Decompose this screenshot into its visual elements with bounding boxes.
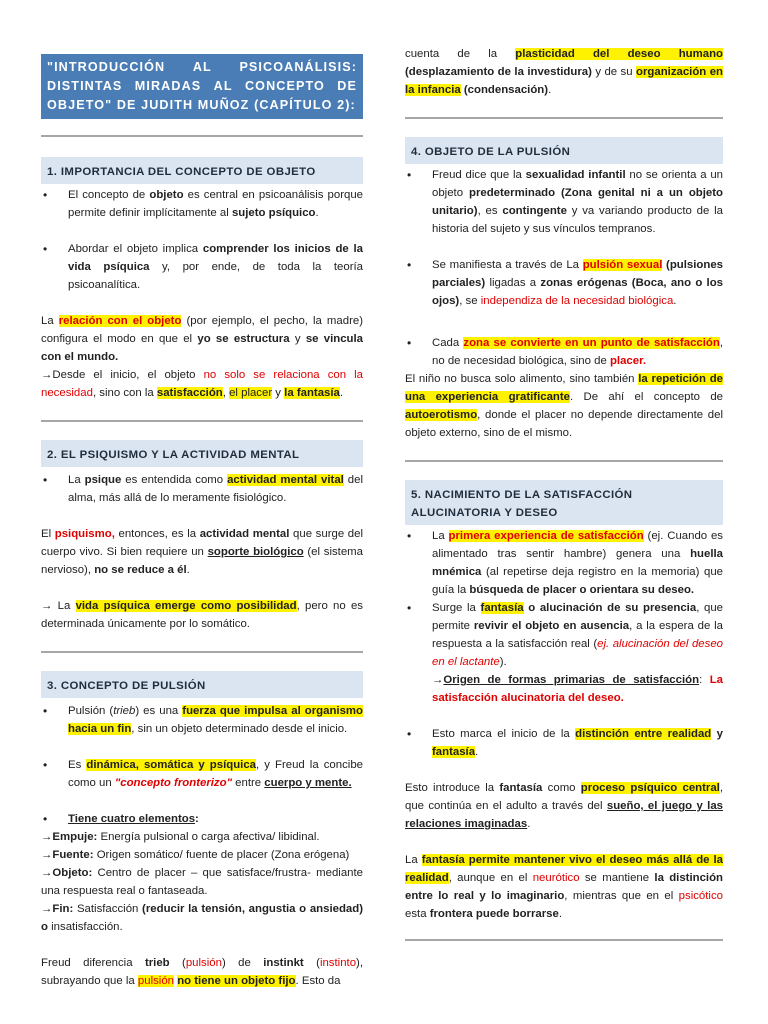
section-2-heading: 2. EL PSIQUISMO Y LA ACTIVIDAD MENTAL — [41, 440, 363, 467]
text-run: Es — [68, 759, 87, 771]
text-run: , no de necesidad biológica, sino de — [432, 337, 723, 367]
text-run: no solo se relaciona con la necesidad — [41, 369, 363, 399]
section-1-bullet — [41, 240, 363, 294]
section-3-bullet — [41, 756, 363, 792]
text-run: ) es una — [135, 705, 183, 717]
text-run: (ej. Cuando es alimentado tras sentir hambre) genera una — [432, 530, 724, 560]
text-run: El — [41, 528, 55, 540]
pulsion-element — [41, 864, 363, 900]
bullet-text — [68, 474, 363, 504]
text-run: y, por ende, de toda la teoría psicoanalítica. — [68, 261, 363, 291]
divider — [405, 460, 723, 462]
bullet-icon: • — [43, 758, 48, 772]
text-run: Freud diferencia — [41, 957, 145, 969]
bullet-text — [68, 813, 199, 825]
bullet-text — [68, 243, 363, 291]
text-run: (el sistema nervioso), — [41, 546, 363, 576]
divider — [41, 135, 363, 137]
section-4-heading: 4. OBJETO DE LA PULSIÓN — [405, 137, 723, 164]
text-run: (reducir la tensión, angustia o ansiedad) o — [41, 903, 363, 933]
text-run: . — [186, 564, 190, 576]
text-run: (al repetirse deja registro en la memoria) que guía la — [432, 566, 723, 596]
text-run: ligadas a — [485, 277, 541, 289]
text-run: zonas erógenas (Boca, ano o los ojos) — [432, 277, 723, 307]
text-run: cuenta de la — [405, 48, 516, 60]
text-run: distinción entre realidad — [575, 728, 712, 740]
text-run: independiza de la necesidad biológica — [480, 295, 674, 307]
text-run: plasticidad del deseo humano — [515, 48, 723, 60]
text-run: fantasía permite mantener vivo el deseo más allá de la realidad — [405, 854, 723, 884]
text-run: fantasía — [432, 746, 476, 758]
text-run: que surge del cuerpo vivo. Si bien requiere un — [41, 528, 363, 558]
text-run: , mientras que en el — [564, 890, 679, 902]
text-run: . — [548, 84, 552, 96]
text-run: ), subrayando que la — [41, 957, 363, 987]
right-column — [405, 0, 723, 941]
bullet-text — [68, 189, 363, 219]
text-run: Freud dice que la — [432, 169, 526, 181]
bullet-text — [432, 169, 723, 235]
text-run: , y Freud la concibe como un — [68, 759, 363, 789]
left-column — [41, 0, 363, 990]
text-run: pulsión — [137, 975, 175, 987]
text-run: la repetición de una experiencia gratificante — [405, 373, 723, 403]
title-word: "INTRODUCCIÓN — [47, 60, 166, 74]
text-run: , sin un objeto determinado desde el inicio. — [131, 723, 348, 735]
text-run: Cada — [432, 337, 464, 349]
section-1-paragraph — [41, 312, 363, 366]
text-run: El niño no busca solo alimento, sino también — [405, 373, 639, 385]
text-run: la fantasía — [284, 387, 340, 399]
section-1-heading: 1. IMPORTANCIA DEL CONCEPTO DE OBJETO — [41, 157, 363, 184]
text-run: pulsión — [185, 957, 222, 969]
text-run: pulsión sexual — [582, 259, 663, 271]
text-run: instinto — [319, 957, 357, 969]
section-3-paragraph — [41, 954, 363, 990]
text-run: la distinción entre lo real y lo imaginario — [405, 872, 724, 902]
text-run: y — [711, 728, 723, 740]
text-run: ( — [169, 957, 186, 969]
title-word: DISTINTAS — [47, 79, 123, 93]
title-word: DE — [337, 79, 357, 93]
text-run: → — [432, 674, 444, 686]
bullet-text — [432, 337, 723, 367]
text-run: sueño, el juego y las relaciones imaginadas — [405, 800, 723, 830]
text-run: zona se convierte en un punto de satisfacción — [463, 337, 720, 349]
bullet-text — [432, 602, 723, 668]
section-5-heading: 5. NACIMIENTO DE LA SATISFACCIÓN ALUCINATORIA Y DESEO — [405, 480, 723, 525]
text-run: se mantiene — [579, 872, 655, 884]
text-run: Centro de placer – que satisface/frustra- mediante una respuesta real o fantaseada. — [41, 867, 363, 897]
text-run: →Empuje: — [41, 831, 98, 843]
title-word: AL — [213, 79, 233, 93]
text-run: actividad mental — [199, 528, 290, 540]
bullet-icon: • — [43, 812, 48, 826]
text-run: . Esto da — [295, 975, 341, 987]
text-run: , donde el placer no depende directamente del objeto externo, sino de el mismo. — [405, 409, 723, 439]
title-line — [47, 58, 357, 77]
text-run: Tiene cuatro elementos — [68, 813, 196, 825]
text-run: , es — [477, 205, 503, 217]
continued-paragraph — [405, 45, 723, 99]
bullet-text — [68, 705, 363, 735]
text-run: fantasía — [499, 782, 543, 794]
title-line — [47, 96, 357, 115]
text-run: , aunque en el — [448, 872, 533, 884]
pulsion-element — [41, 846, 363, 864]
section-4-bullet — [405, 256, 723, 310]
divider — [41, 651, 363, 653]
title-word: PSICOANÁLISIS: — [239, 60, 357, 74]
section-5-bullet — [405, 527, 723, 599]
text-run: , pero no es determinada únicamente por lo somático. — [41, 600, 363, 630]
text-run: , que continúa en el adulto a través del — [405, 782, 724, 812]
bullet-icon: • — [43, 473, 48, 487]
text-run: , sino con la — [92, 387, 157, 399]
text-run: dinámica, somática y psíquica — [86, 759, 257, 771]
text-run: psicótico — [678, 890, 723, 902]
text-run: La satisfacción alucinatoria del deseo. — [432, 674, 723, 704]
text-run: sexualidad infantil — [525, 169, 626, 181]
text-run: Pulsión ( — [68, 705, 114, 717]
text-run: Satisfacción — [73, 903, 143, 915]
text-run: búsqueda de placer o orientara su deseo. — [469, 584, 695, 596]
divider — [405, 939, 723, 941]
text-run: comprender los inicios de la vida psíquica — [68, 243, 363, 273]
text-run: cuerpo y mente. — [264, 777, 352, 789]
bullet-text — [432, 728, 723, 758]
section-5-paragraph — [405, 779, 723, 833]
text-run: La — [432, 530, 449, 542]
title-word: MIRADAS — [134, 79, 202, 93]
text-run: se vincula con el mundo. — [41, 333, 363, 363]
text-run: insatisfacción. — [47, 921, 123, 933]
text-run: relación con el objeto — [58, 315, 182, 327]
text-run: predeterminado (Zona genital ni a un objeto unitario) — [432, 187, 723, 217]
text-run: La — [68, 474, 85, 486]
text-run: trieb — [113, 705, 136, 717]
text-run: Esto marca el inicio de la — [432, 728, 576, 740]
text-run: autoerotismo — [405, 409, 478, 421]
text-run: Surge la — [432, 602, 481, 614]
text-run: . — [527, 818, 531, 830]
text-run: (desplazamiento de la investidura) — [405, 66, 592, 78]
text-run: El concepto de — [68, 189, 150, 201]
section-5-subpoint — [405, 671, 723, 707]
text-run: →Desde el inicio, el objeto — [41, 369, 204, 381]
text-run: . — [673, 295, 677, 307]
divider — [41, 420, 363, 422]
section-2-bullet — [41, 471, 363, 507]
text-run: del alma, más allá de lo meramente fisiológico. — [68, 474, 363, 504]
text-run: no se reduce a él — [94, 564, 187, 576]
text-run: entonces, es la — [114, 528, 200, 540]
bullet-icon: • — [43, 188, 48, 202]
section-2-paragraph — [41, 525, 363, 579]
bullet-icon: • — [43, 242, 48, 256]
text-run: →Fuente: — [41, 849, 94, 861]
title-word: OBJETO" DE JUDITH MUÑOZ (CAPÍTULO 2): — [47, 98, 356, 112]
text-run: (condensación) — [460, 84, 549, 96]
pulsion-element — [41, 828, 363, 846]
text-run: "concepto fronterizo" — [114, 777, 232, 789]
text-run: La — [41, 315, 59, 327]
text-run: sujeto psíquico — [231, 207, 316, 219]
title-word: CONCEPTO — [244, 79, 325, 93]
title-word: AL — [192, 60, 212, 74]
bullet-icon: • — [43, 704, 48, 718]
text-run: es central en psicoanálisis porque permite definir implícitamente al — [68, 189, 363, 219]
text-run: el placer — [229, 387, 273, 399]
text-run: →Fin: — [41, 903, 74, 915]
bullet-icon: • — [407, 336, 412, 350]
text-run: : — [699, 674, 710, 686]
text-run: vida psíquica emerge como posibilidad — [75, 600, 297, 612]
text-run: Esto introduce la — [405, 782, 500, 794]
text-run: es entendida como — [121, 474, 228, 486]
section-3-bullet — [41, 702, 363, 738]
section-4-bullet — [405, 334, 723, 370]
bullet-text — [432, 259, 723, 307]
text-run: ej. alucinación del deseo en el lactante — [432, 638, 723, 668]
bullet-icon: • — [407, 601, 412, 615]
text-run: . — [339, 387, 344, 399]
text-run: contingente — [502, 205, 567, 217]
text-run: actividad mental vital — [227, 474, 344, 486]
text-run: (pulsiones parciales) — [432, 259, 724, 289]
text-run: ( — [303, 957, 320, 969]
text-run: (por ejemplo, el pecho, la madre) configura el modo en que el — [41, 315, 363, 345]
text-run: no se orienta a un objeto — [432, 169, 724, 199]
text-run: o alucinación de su presencia — [523, 602, 697, 614]
text-run: no tiene un objeto fijo — [177, 975, 296, 987]
text-run: satisfacción — [156, 387, 223, 399]
text-run: , que permite — [432, 602, 723, 632]
text-run: objeto — [149, 189, 184, 201]
text-run: revivir el objeto en ausencia — [473, 620, 630, 632]
bullet-icon: • — [407, 529, 412, 543]
text-run: instinkt — [263, 957, 304, 969]
bullet-icon: • — [407, 168, 412, 182]
text-run: yo se estructura — [197, 333, 290, 345]
bullet-text — [432, 530, 723, 596]
section-2-paragraph — [41, 597, 363, 633]
text-run: fuerza que impulsa al organismo hacia un fin — [68, 705, 363, 735]
section-3-heading: 3. CONCEPTO DE PULSIÓN — [41, 671, 363, 698]
text-run: como — [542, 782, 581, 794]
text-run: La — [405, 854, 422, 866]
text-run: proceso psíquico central — [580, 782, 720, 794]
text-run: . — [315, 207, 319, 219]
text-run: Origen somático/ fuente de placer (Zona erógena) — [93, 849, 350, 861]
text-run: y — [272, 387, 285, 399]
text-run: esta — [405, 908, 430, 920]
bullet-icon: • — [407, 258, 412, 272]
section-4-paragraph — [405, 370, 723, 442]
text-run: ) de — [221, 957, 264, 969]
section-1-bullet — [41, 186, 363, 222]
text-run: huella mnémica — [432, 548, 723, 578]
text-run: , se — [459, 295, 481, 307]
section-3-bullet — [41, 810, 363, 828]
text-run: psiquismo, — [54, 528, 115, 540]
bullet-text — [68, 759, 363, 789]
section-5-paragraph — [405, 851, 723, 923]
text-run: Se manifiesta a través de La — [432, 259, 583, 271]
text-run: y — [289, 333, 306, 345]
text-run: trieb — [144, 957, 170, 969]
text-run: frontera puede borrarse — [429, 908, 559, 920]
text-run: . — [475, 746, 479, 758]
document-title — [41, 54, 363, 119]
text-run: Energía pulsional o carga afectiva/ libidinal. — [97, 831, 320, 843]
text-run: Abordar el objeto implica — [68, 243, 203, 255]
text-run: placer. — [609, 355, 647, 367]
text-run: organización en la infancia — [405, 66, 723, 96]
section-5-bullet — [405, 725, 723, 761]
text-run: , — [222, 387, 230, 399]
text-run: fantasía — [480, 602, 524, 614]
text-run: primera experiencia de satisfacción — [448, 530, 644, 542]
text-run: ). — [499, 656, 507, 668]
text-run: , a la espera de la respuesta a la satisfacción real ( — [432, 620, 723, 650]
text-run: . — [558, 908, 563, 920]
section-5-bullet — [405, 599, 723, 671]
pulsion-element — [41, 900, 363, 936]
divider — [405, 117, 723, 119]
bullet-icon: • — [407, 727, 412, 741]
text-run: → La — [41, 600, 76, 612]
text-run: y va variando producto de la historia del sujeto y sus vínculos tempranos. — [432, 205, 723, 235]
text-run: psique — [84, 474, 122, 486]
text-run: soporte biológico — [207, 546, 304, 558]
section-1-paragraph — [41, 366, 363, 402]
title-line — [47, 77, 357, 96]
section-4-bullet — [405, 166, 723, 238]
text-run: entre — [231, 777, 265, 789]
text-run: Origen de formas primarias de satisfacción — [443, 674, 700, 686]
text-run: neurótico — [532, 872, 580, 884]
text-run: →Objeto: — [41, 867, 93, 879]
text-run: y de su — [591, 66, 637, 78]
text-run: . De ahí el concepto de — [570, 391, 723, 403]
text-run: : — [195, 813, 199, 825]
